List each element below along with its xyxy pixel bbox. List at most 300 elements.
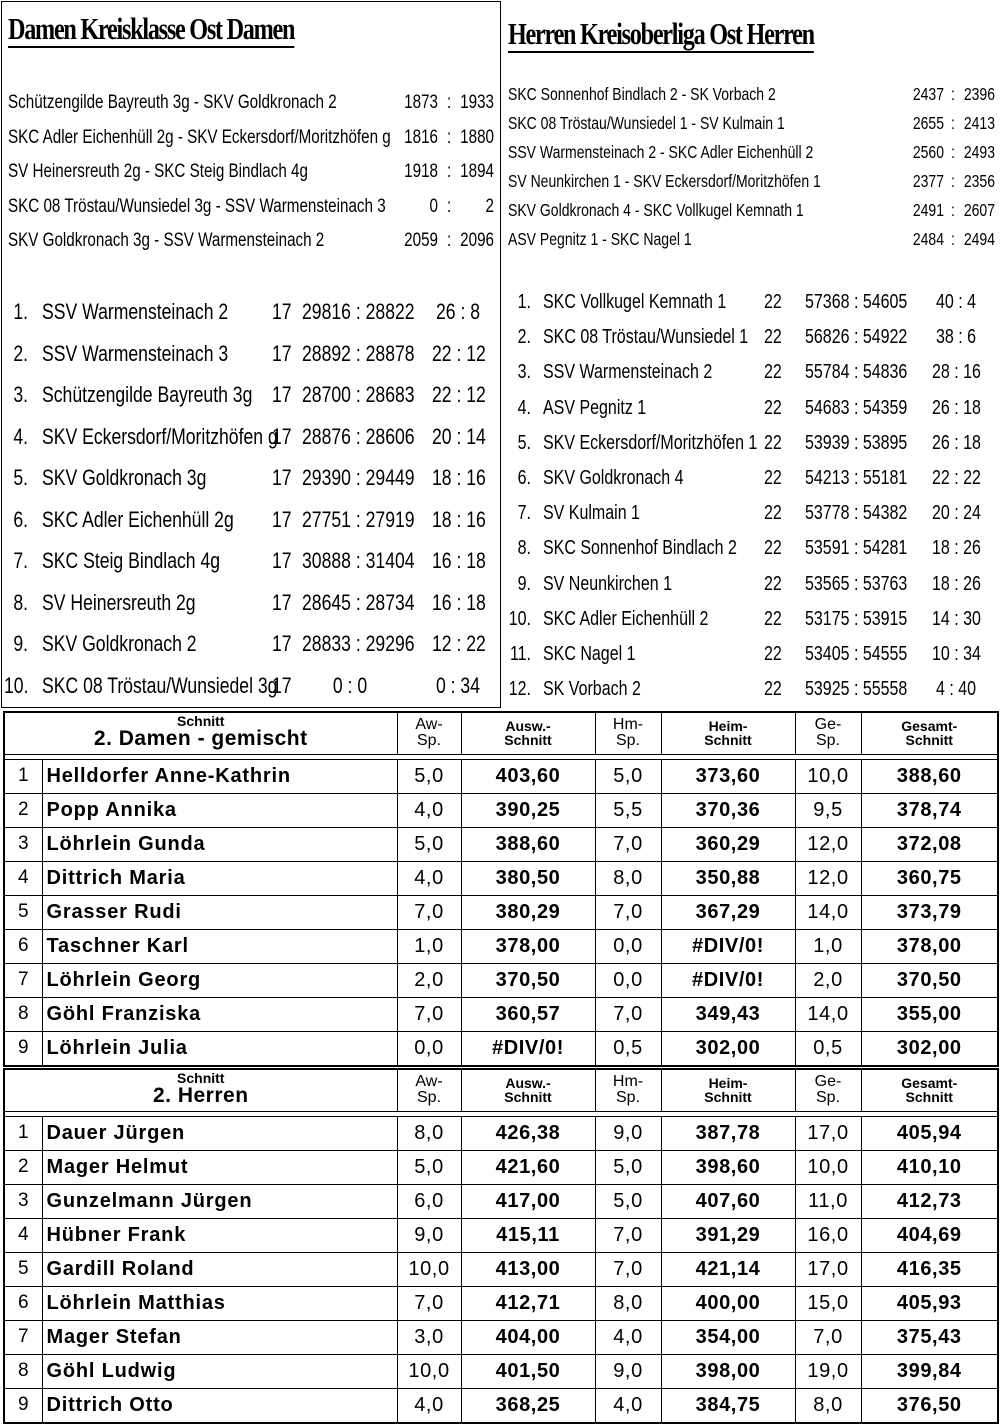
match-result-row [502,109,999,138]
player-row [4,861,998,895]
away-games: 2,0 [397,963,461,997]
standing-team: SKV Goldkronach 3g [42,465,207,490]
standing-rank: 3. [517,361,531,384]
total-games: 12,0 [795,861,861,895]
standing-team: SKC Nagel 1 [543,643,636,665]
standing-rank: 4. [13,423,28,449]
standing-row [502,672,999,707]
standing-games: 22 [764,643,782,665]
total-average: 370,50 [861,963,998,997]
away-average: 388,60 [461,827,595,861]
header-line: Sp. [616,732,641,750]
standing-pins: 57368 : 54605 [805,291,908,313]
away-average: 417,00 [461,1184,595,1218]
standing-points: 20 : 24 [932,502,981,525]
standing-team: SKV Goldkronach 2 [42,631,197,656]
standing-team: SSV Warmensteinach 2 [42,299,229,324]
standing-row [502,637,999,672]
player-row [4,793,998,827]
standing-points: 18 : 26 [932,572,981,595]
away-games: 4,0 [397,793,461,827]
score-separator: : [447,161,452,182]
total-average: 378,00 [861,929,998,963]
player-rank: 1 [4,759,42,793]
player-name: Mager Stefan [42,1320,397,1354]
score-separator: : [447,195,452,217]
player-row [4,1286,998,1320]
column-header-heim [661,712,795,754]
standing-row [502,320,999,355]
standing-points: 38 : 6 [935,326,977,349]
away-games: 9,0 [397,1218,461,1252]
standing-team: SKV Eckersdorf/Moritzhöfen g [42,423,278,449]
standing-pins: 28833 : 29296 [302,631,415,656]
match-result-row [502,225,999,254]
player-row [4,1116,998,1150]
total-games: 14,0 [795,895,861,929]
match-away-score: 2493 [963,142,995,162]
standing-rank: 10. [4,672,29,698]
standing-team: SKC Adler Eichenhüll 2g [42,506,234,532]
away-games: 4,0 [397,861,461,895]
standing-team: ASV Pegnitz 1 [543,396,647,419]
column-header-aw-sp [397,1069,461,1111]
player-rank: 9 [4,1031,42,1066]
standing-rank: 8. [517,537,531,560]
total-games: 10,0 [795,1150,861,1184]
score-separator: : [951,142,955,162]
standing-games: 22 [764,431,782,454]
standing-pins: 28700 : 28683 [302,382,415,407]
total-average: 412,73 [861,1184,998,1218]
standing-rank: 7. [13,548,28,573]
standing-points: 0 : 34 [435,672,481,698]
standing-row [502,567,999,602]
standing-row [2,541,500,581]
total-average: 404,69 [861,1218,998,1252]
standing-team: SKV Eckersdorf/Moritzhöfen 1 [543,431,758,454]
home-games: 5,0 [595,1150,661,1184]
standing-rank: 12. [508,678,531,701]
home-average: 421,14 [661,1252,795,1286]
match-pairing: SKC 08 Tröstau/Wunsiedel 3g - SSV Warmensteinach 3 [8,195,386,217]
home-average: 367,29 [661,895,795,929]
standing-pins: 53925 : 55558 [805,678,908,701]
header-line: Ausw.- [505,1075,551,1092]
standing-pins: 29390 : 29449 [302,465,415,490]
away-games: 6,0 [397,1184,461,1218]
standing-row [502,602,999,637]
home-games: 9,0 [595,1116,661,1150]
standing-points: 22 : 12 [432,340,486,366]
standing-points: 22 : 22 [932,467,981,489]
total-games: 9,5 [795,793,861,827]
match-home-score: 1873 [404,92,438,113]
match-away-score: 1880 [460,126,494,148]
home-games: 0,5 [595,1031,661,1066]
away-average: 360,57 [461,997,595,1031]
header-line: Hm- [612,1073,644,1091]
home-games: 8,0 [595,1286,661,1320]
home-games: 4,0 [595,1388,661,1423]
away-average: 426,38 [461,1116,595,1150]
header-line: Sp. [417,1089,442,1107]
match-home-score: 0 [429,195,438,217]
header-line: Ge- [814,1073,842,1091]
total-average: 375,43 [861,1320,998,1354]
away-average: #DIV/0! [461,1031,595,1066]
standing-points: 4 : 40 [935,678,977,701]
player-rank: 3 [4,827,42,861]
standing-games: 22 [764,572,782,595]
standing-team: Schützengilde Bayreuth 3g [42,382,253,407]
standing-pins: 53175 : 53915 [805,607,908,630]
home-games: 8,0 [595,861,661,895]
header-line: Ausw.- [505,718,551,735]
standing-pins: 53778 : 54382 [805,502,908,525]
standing-row [2,417,500,457]
home-games: 7,0 [595,827,661,861]
match-home-score: 2491 [912,200,944,220]
away-games: 1,0 [397,929,461,963]
total-average: 410,10 [861,1150,998,1184]
standing-games: 22 [764,361,782,384]
standing-row [2,334,500,374]
home-games: 4,0 [595,1320,661,1354]
match-pairing: SV Neunkirchen 1 - SKV Eckersdorf/Moritzhöfen 1 [508,171,821,191]
standing-row [502,391,999,426]
match-result-row [2,192,500,222]
player-row [4,759,998,793]
standing-pins: 29816 : 28822 [302,299,415,324]
match-away-score: 2607 [963,200,995,220]
standing-rank: 7. [517,502,531,525]
total-games: 1,0 [795,929,861,963]
player-name: Hübner Frank [42,1218,397,1252]
match-result-row [502,80,999,109]
player-rank: 9 [4,1388,42,1423]
standing-points: 18 : 16 [432,506,486,532]
player-rank: 8 [4,1354,42,1388]
damen-league-title: Damen Kreisklasse Ost Damen [8,11,295,46]
home-average: 391,29 [661,1218,795,1252]
standing-team: SK Vorbach 2 [543,678,641,701]
away-average: 378,00 [461,929,595,963]
standing-team: SKC Vollkugel Kemnath 1 [543,291,727,313]
standing-pins: 53939 : 53895 [805,431,908,454]
player-row [4,1031,998,1066]
standing-games: 22 [764,291,782,313]
away-games: 7,0 [397,997,461,1031]
standing-row [2,292,500,332]
player-name: Gardill Roland [42,1252,397,1286]
standing-points: 26 : 18 [932,396,981,419]
player-name: Löhrlein Georg [42,963,397,997]
match-pairing: SSV Warmensteinach 2 - SKC Adler Eichenhüll 2 [508,142,814,162]
averages-table-herren [3,1068,999,1424]
total-games: 11,0 [795,1184,861,1218]
total-average: 360,75 [861,861,998,895]
match-home-score: 1918 [404,161,438,182]
caption-small: Schnitt [177,1070,225,1086]
standing-rank: 5. [517,431,531,454]
away-games: 5,0 [397,827,461,861]
player-row [4,895,998,929]
total-games: 19,0 [795,1354,861,1388]
column-header-ausw [461,1069,595,1111]
player-rank: 1 [4,1116,42,1150]
player-rank: 6 [4,1286,42,1320]
standing-team: SKV Goldkronach 4 [543,467,684,489]
match-result-row [502,196,999,225]
home-games: 7,0 [595,997,661,1031]
standing-team: SV Heinersreuth 2g [42,589,196,615]
player-row [4,1218,998,1252]
standing-team: SKC Adler Eichenhüll 2 [543,607,709,630]
standing-games: 22 [764,678,782,701]
standing-team: SSV Warmensteinach 3 [42,340,229,366]
away-games: 4,0 [397,1388,461,1423]
standing-games: 17 [272,465,292,490]
standing-pins: 53565 : 53763 [805,572,908,595]
standing-pins: 30888 : 31404 [302,548,415,573]
table-caption [4,1069,397,1111]
standing-rank: 4. [517,396,531,419]
player-row [4,1252,998,1286]
score-separator: : [951,171,955,191]
player-row [4,1388,998,1423]
home-average: 349,43 [661,997,795,1031]
score-separator: : [951,113,955,133]
player-name: Gunzelmann Jürgen [42,1184,397,1218]
home-average: 398,60 [661,1150,795,1184]
standing-games: 17 [272,423,292,449]
standing-rank: 1. [517,291,531,313]
away-games: 0,0 [397,1031,461,1066]
match-away-score: 2396 [963,84,995,104]
total-average: 376,50 [861,1388,998,1423]
standing-pins: 28876 : 28606 [302,423,415,449]
away-games: 3,0 [397,1320,461,1354]
match-away-score: 2494 [963,229,995,249]
home-games: 9,0 [595,1354,661,1388]
total-games: 8,0 [795,1388,861,1423]
standing-points: 16 : 18 [432,548,486,573]
away-games: 5,0 [397,1150,461,1184]
column-header-aw-sp [397,712,461,754]
total-games: 12,0 [795,827,861,861]
herren-league-panel [502,1,999,708]
header-line: Schnitt [704,1089,752,1106]
match-result-row [2,157,500,187]
standing-row [2,500,500,540]
away-average: 370,50 [461,963,595,997]
averages-table-damen [3,711,999,1067]
standing-team: SKC 08 Tröstau/Wunsiedel 3g [42,672,278,698]
standing-row [2,375,500,415]
standing-row [502,531,999,566]
standing-games: 17 [272,382,292,407]
standing-rank: 9. [13,631,28,656]
column-header-ge-sp [795,712,861,754]
player-row [4,963,998,997]
standing-games: 17 [272,299,292,324]
score-separator: : [447,92,452,113]
total-average: 405,94 [861,1116,998,1150]
away-average: 380,29 [461,895,595,929]
home-average: 407,60 [661,1184,795,1218]
player-name: Löhrlein Matthias [42,1286,397,1320]
match-result-row [502,138,999,167]
match-pairing: SKC Adler Eichenhüll 2g - SKV Eckersdorf/Moritzhöfen g [8,126,391,148]
column-header-hm-sp [595,712,661,754]
header-line: Sp. [616,1089,641,1107]
player-row [4,827,998,861]
home-games: 7,0 [595,1252,661,1286]
total-games: 10,0 [795,759,861,793]
player-name: Dittrich Maria [42,861,397,895]
standing-team: SV Kulmain 1 [543,502,640,525]
match-result-row [502,167,999,196]
match-pairing: SKC 08 Tröstau/Wunsiedel 1 - SV Kulmain 1 [508,113,785,133]
home-average: 302,00 [661,1031,795,1066]
away-average: 413,00 [461,1252,595,1286]
match-away-score: 2356 [963,171,995,191]
score-separator: : [447,126,452,148]
standing-row [502,355,999,390]
player-name: Löhrlein Julia [42,1031,397,1066]
player-row [4,1320,998,1354]
total-average: 302,00 [861,1031,998,1066]
column-header-hm-sp [595,1069,661,1111]
player-name: Dauer Jürgen [42,1116,397,1150]
total-average: 373,79 [861,895,998,929]
standing-points: 14 : 30 [932,607,981,630]
header-line: Aw- [415,716,443,734]
standing-row [2,666,500,706]
match-home-score: 2377 [912,171,944,191]
standing-games: 22 [764,467,782,489]
home-games: 7,0 [595,895,661,929]
total-average: 378,74 [861,793,998,827]
home-average: #DIV/0! [661,963,795,997]
standing-row [502,496,999,531]
standing-row [502,426,999,461]
header-line: Sp. [816,732,841,750]
match-away-score: 2 [485,195,494,217]
standing-row [2,624,500,664]
match-pairing: SV Heinersreuth 2g - SKC Steig Bindlach 4g [8,161,308,182]
standing-games: 17 [272,340,292,366]
standing-rank: 11. [509,643,531,665]
standing-points: 40 : 4 [935,291,977,313]
header-line: Hm- [612,716,644,734]
standing-games: 17 [272,589,292,615]
standing-games: 17 [272,548,292,573]
player-row [4,1184,998,1218]
total-games: 17,0 [795,1252,861,1286]
standing-team: SKC Sonnenhof Bindlach 2 [543,537,737,560]
header-line: Schnitt [905,1089,953,1106]
player-name: Helldorfer Anne-Kathrin [42,759,397,793]
header-line: Gesamt- [901,718,958,735]
total-games: 14,0 [795,997,861,1031]
away-games: 7,0 [397,1286,461,1320]
header-line: Heim- [708,718,748,735]
home-average: 398,00 [661,1354,795,1388]
standing-points: 10 : 34 [932,643,981,665]
score-separator: : [447,230,452,251]
column-header-ausw [461,712,595,754]
total-games: 0,5 [795,1031,861,1066]
total-games: 7,0 [795,1320,861,1354]
player-rank: 5 [4,1252,42,1286]
total-average: 416,35 [861,1252,998,1286]
away-average: 401,50 [461,1354,595,1388]
standing-rank: 1. [13,299,28,324]
standing-games: 22 [764,502,782,525]
away-average: 415,11 [461,1218,595,1252]
match-away-score: 1933 [460,92,494,113]
away-games: 7,0 [397,895,461,929]
standing-games: 22 [764,326,782,349]
standing-pins: 0 : 0 [332,672,368,698]
player-row [4,997,998,1031]
standing-team: SKC 08 Tröstau/Wunsiedel 1 [543,326,749,349]
total-games: 2,0 [795,963,861,997]
column-header-heim [661,1069,795,1111]
match-home-score: 2655 [912,113,944,133]
standing-points: 20 : 14 [432,423,486,449]
match-home-score: 2560 [912,142,944,162]
standing-pins: 54213 : 55181 [805,467,908,489]
player-rank: 2 [4,793,42,827]
header-line: Sp. [816,1089,841,1107]
match-result-row [2,226,500,256]
standing-points: 26 : 8 [435,299,481,324]
standing-team: SKC Steig Bindlach 4g [42,548,221,573]
table-caption [4,712,397,754]
standing-rank: 2. [13,340,28,366]
standing-games: 22 [764,537,782,560]
home-average: 400,00 [661,1286,795,1320]
standing-rank: 2. [517,326,531,349]
standing-games: 22 [764,607,782,630]
player-row [4,1354,998,1388]
score-separator: : [951,84,955,104]
match-pairing: SKV Goldkronach 4 - SKC Vollkugel Kemnath 1 [508,200,804,220]
home-games: 0,0 [595,963,661,997]
home-average: 354,00 [661,1320,795,1354]
away-games: 8,0 [397,1116,461,1150]
standing-row [502,461,999,496]
standing-pins: 53405 : 54555 [805,643,908,665]
home-games: 7,0 [595,1218,661,1252]
away-average: 404,00 [461,1320,595,1354]
away-games: 10,0 [397,1252,461,1286]
header-line: Aw- [415,1073,443,1091]
home-games: 5,0 [595,759,661,793]
player-rank: 6 [4,929,42,963]
player-name: Mager Helmut [42,1150,397,1184]
standing-points: 16 : 18 [432,589,486,615]
standing-games: 17 [272,506,292,532]
home-average: 384,75 [661,1388,795,1423]
total-average: 355,00 [861,997,998,1031]
column-header-ge-sp [795,1069,861,1111]
standing-games: 17 [272,672,292,698]
header-line: Schnitt [504,1089,552,1106]
